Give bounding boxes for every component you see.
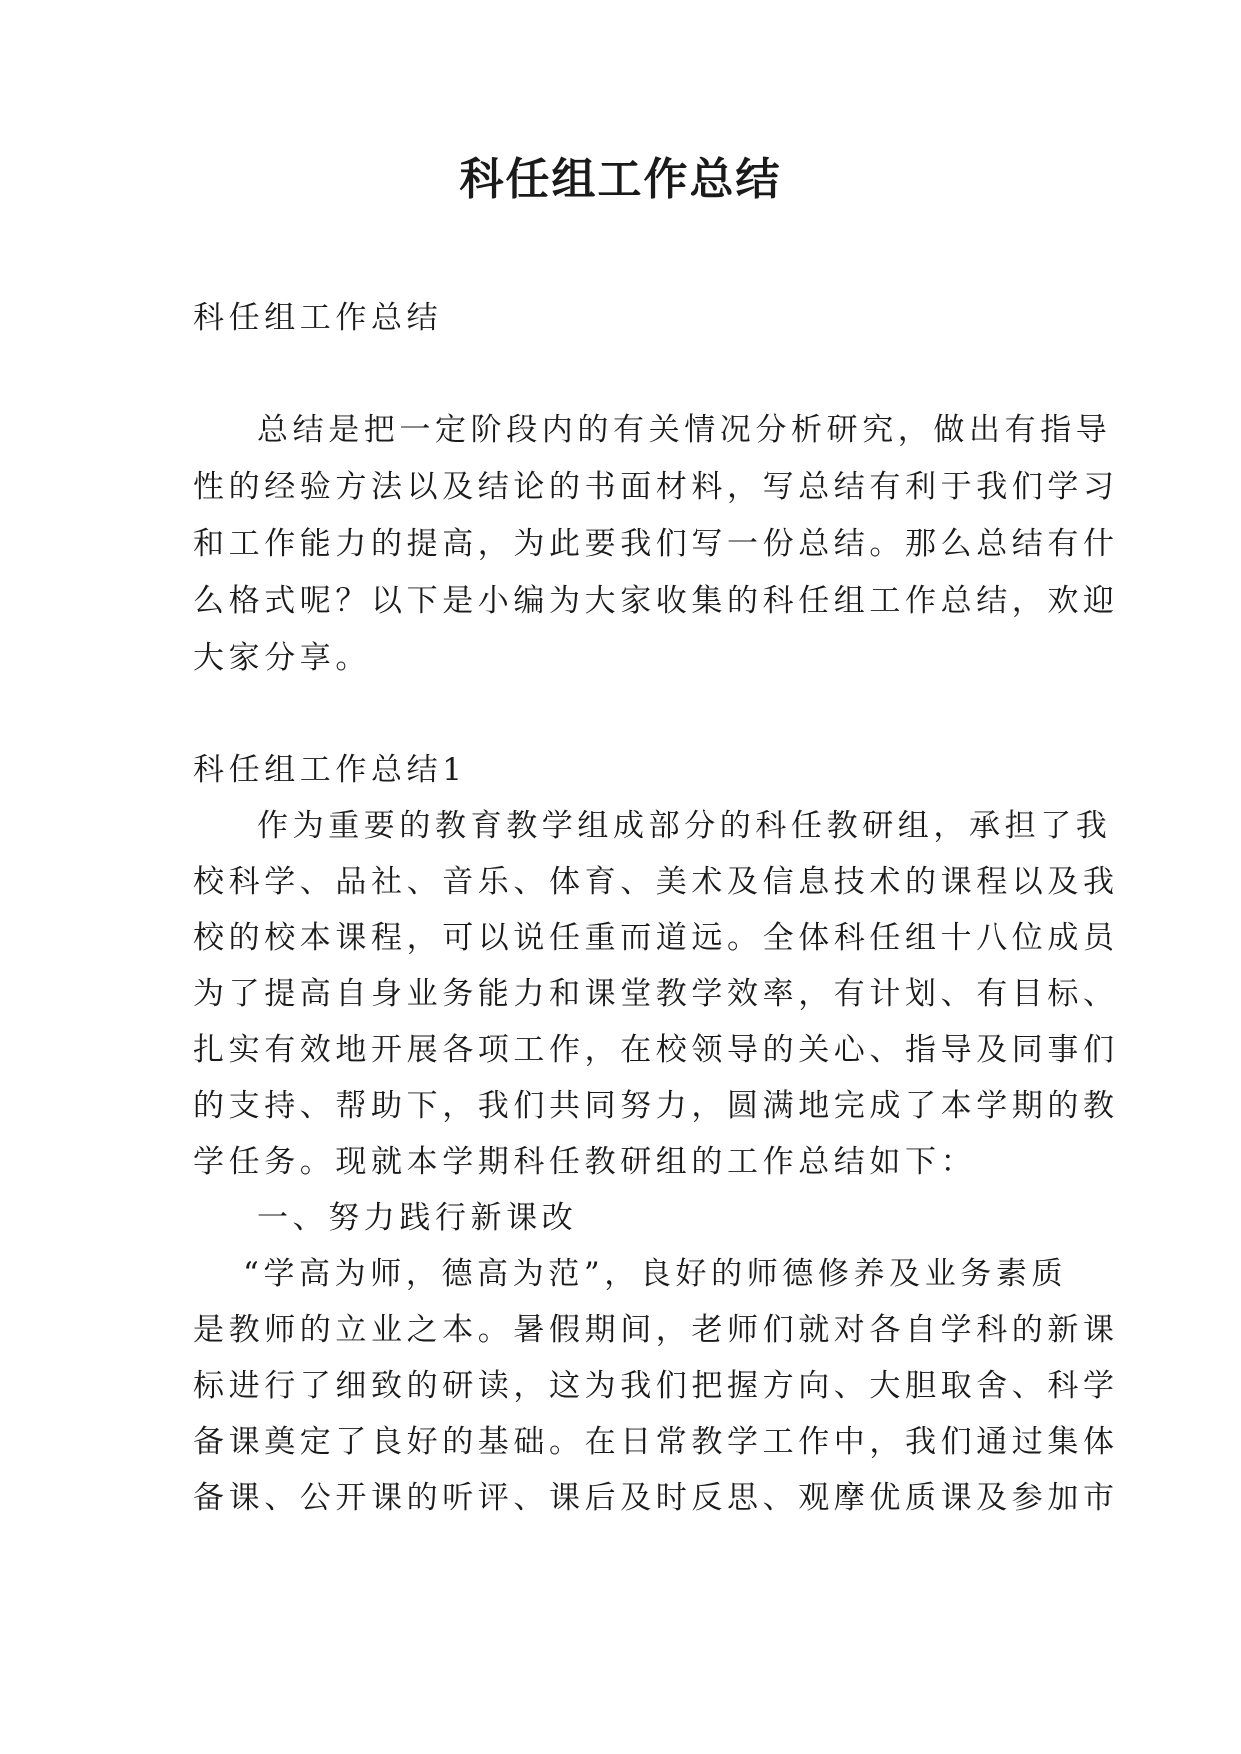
paragraph-line: 和工作能力的提高，为此要我们写一份总结。那么总结有什	[193, 526, 1119, 562]
paragraph-line: “学高为师，德高为范”，良好的师德修养及业务素质	[243, 1256, 1068, 1292]
subtitle-line: 科任组工作总结	[193, 300, 443, 336]
paragraph-line: 校科学、品社、音乐、体育、美术及信息技术的课程以及我	[193, 864, 1119, 900]
paragraph-line: 学任务。现就本学期科任教研组的工作总结如下：	[193, 1144, 977, 1180]
paragraph-line: 校的校本课程，可以说任重而道远。全体科任组十八位成员	[193, 920, 1119, 956]
paragraph-line: 么格式呢？以下是小编为大家收集的科任组工作总结，欢迎	[193, 583, 1119, 619]
subsection-heading: 一、努力践行新课改	[257, 1200, 578, 1236]
section-heading: 科任组工作总结1	[193, 752, 467, 788]
paragraph-line: 大家分享。	[193, 640, 371, 676]
paragraph-line: 备课奠定了良好的基础。在日常教学工作中，我们通过集体	[193, 1424, 1119, 1460]
paragraph-line: 总结是把一定阶段内的有关情况分析研究，做出有指导	[257, 412, 1112, 448]
paragraph-line: 标进行了细致的研读，这为我们把握方向、大胆取舍、科学	[193, 1368, 1119, 1404]
paragraph-line: 备课、公开课的听评、课后及时反思、观摩优质课及参加市	[193, 1480, 1119, 1516]
paragraph-line: 为了提高自身业务能力和课堂教学效率，有计划、有目标、	[193, 976, 1119, 1012]
paragraph-line: 的支持、帮助下，我们共同努力，圆满地完成了本学期的教	[193, 1088, 1119, 1124]
paragraph-line: 性的经验方法以及结论的书面材料，写总结有利于我们学习	[193, 469, 1119, 505]
paragraph-line: 是教师的立业之本。暑假期间，老师们就对各自学科的新课	[193, 1312, 1119, 1348]
paragraph-line: 作为重要的教育教学组成部分的科任教研组，承担了我	[257, 808, 1112, 844]
paragraph-line: 扎实有效地开展各项工作，在校领导的关心、指导及同事们	[193, 1032, 1119, 1068]
document-title: 科任组工作总结	[459, 154, 782, 205]
